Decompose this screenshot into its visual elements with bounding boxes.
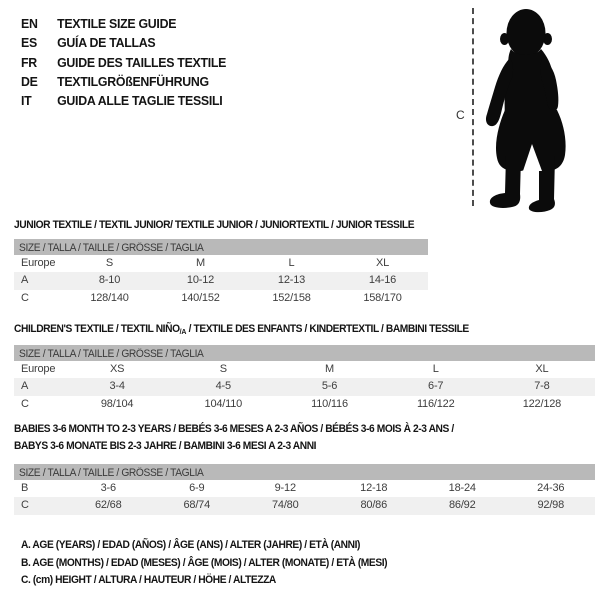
cell-value: 12-18: [360, 482, 388, 494]
cell-value: 62/68: [94, 499, 122, 512]
cell-value: XL: [375, 257, 390, 269]
cell-value: S: [105, 257, 114, 269]
cell-value: 8-10: [98, 274, 121, 287]
language-row: [21, 91, 226, 110]
table-title-text: CHILDREN'S TEXTILE / TEXTIL NIÑO: [14, 323, 180, 335]
cell-value: 9-12: [274, 482, 296, 494]
language-code: DE: [21, 73, 38, 89]
table-title-line: [14, 438, 554, 455]
cell-value: 86/92: [448, 499, 476, 512]
cell-value: 158/170: [363, 291, 402, 304]
size-header-bar: [14, 239, 428, 255]
size-table: [14, 239, 428, 307]
language-row: [21, 53, 226, 72]
cell-value: XL: [535, 363, 549, 375]
language-guide: [21, 14, 237, 110]
baby-silhouette-icon: [480, 0, 600, 215]
cell-value: 152/158: [272, 291, 311, 304]
language-code: ES: [21, 35, 37, 51]
cell-value: 24-36: [537, 482, 565, 494]
table-title: [14, 217, 428, 234]
cell-value: 122/128: [522, 397, 562, 410]
table-title-text: BABIES 3-6 MONTH TO 2-3 YEARS / BEBÉS 3-6 MESES A 2-3 AÑOS / BÉBÉS 3-6 MOIS À 2-3 ANS /: [14, 423, 454, 435]
note: C. (cm) HEIGHT / ALTURA / HAUTEUR / HÖHE / ALTEZZA: [21, 574, 276, 586]
size-header-bar: [14, 345, 595, 361]
cell-value: 14-16: [368, 274, 397, 287]
table-rows: [14, 255, 428, 307]
cell-value: 116/122: [416, 397, 455, 410]
table-title-text: / TEXTILE DES ENFANTS / KINDERTEXTIL / BAMBINI TESSILE: [186, 323, 469, 335]
language-label: TEXTILGRÖßENFÜHRUNG: [57, 73, 209, 89]
cell-value: 12-13: [277, 274, 306, 287]
cell-value: 6-7: [428, 380, 444, 393]
table-title-line: [14, 217, 415, 234]
table-title-text: BABYS 3-6 MONATE BIS 2-3 JAHRE / BAMBINI 3-6 MESI A 2-3 ANNI: [14, 439, 317, 452]
legend-notes: [21, 537, 415, 590]
size-table: [14, 464, 595, 515]
size-header-label: SIZE / TALLA / TAILLE / GRÖSSE / TAGLIA: [19, 242, 204, 254]
language-row: [21, 14, 226, 33]
language-label: GUIDE DES TAILLES TEXTILE: [57, 54, 227, 70]
size-table-junior: [14, 217, 428, 304]
row-label: C: [21, 499, 29, 512]
note: A. AGE (YEARS) / EDAD (AÑOS) / ÂGE (ANS) / ALTER (JAHRE) / ETÀ (ANNI): [21, 539, 361, 551]
size-header-label: SIZE / TALLA / TAILLE / GRÖSSE / TAGLIA: [19, 467, 204, 479]
language-label: GUÍA DE TALLAS: [57, 35, 156, 51]
cell-value: M: [196, 257, 205, 269]
row-label: A: [21, 380, 29, 393]
table-title: [14, 321, 595, 341]
row-label: B: [21, 482, 29, 494]
table-row: [14, 272, 428, 289]
cell-value: M: [325, 363, 334, 375]
cell-value: 3-4: [109, 380, 125, 393]
cell-value: 92/98: [537, 499, 565, 512]
table-title-line: [14, 421, 554, 438]
cell-value: XS: [109, 363, 125, 375]
cell-value: L: [432, 363, 439, 375]
row-label: C: [21, 291, 29, 304]
table-row: [14, 497, 595, 514]
language-label: TEXTILE SIZE GUIDE: [57, 16, 177, 31]
table-rows: [14, 361, 595, 413]
language-label: GUIDA ALLE TAGLIE TESSILI: [57, 93, 223, 109]
language-code: EN: [21, 16, 38, 31]
table-title-text: JUNIOR TEXTILE / TEXTIL JUNIOR/ TEXTILE JUNIOR / JUNIORTEXTIL / JUNIOR TESSILE: [14, 219, 415, 231]
cell-value: 7-8: [534, 380, 550, 393]
cell-value: 3-6: [100, 482, 116, 494]
language-row: [21, 33, 226, 52]
table-title: [14, 421, 595, 454]
cell-value: 110/116: [311, 397, 348, 410]
cell-value: 4-5: [215, 380, 231, 393]
size-header-label: SIZE / TALLA / TAILLE / GRÖSSE / TAGLIA: [19, 348, 204, 360]
cell-value: L: [288, 257, 295, 269]
size-header-bar: [14, 464, 595, 480]
table-title-line: [14, 321, 554, 341]
cell-value: 5-6: [321, 380, 338, 393]
cell-value: 6-9: [189, 482, 205, 494]
table-row: [14, 378, 595, 395]
cell-value: 104/110: [204, 397, 243, 410]
cell-value: 74/80: [271, 499, 299, 512]
size-table-babies: [14, 421, 595, 512]
table-row: [14, 255, 428, 272]
height-measure-label: C: [456, 108, 465, 122]
height-dashed-line: [472, 8, 474, 206]
row-label: Europe: [21, 257, 56, 269]
cell-value: 10-12: [186, 274, 215, 287]
language-code: FR: [21, 54, 37, 70]
language-row: [21, 72, 226, 91]
size-table: [14, 345, 595, 413]
size-table-children: [14, 321, 595, 410]
table-row: [14, 480, 595, 497]
cell-value: 80/86: [360, 499, 388, 512]
cell-value: 140/152: [181, 291, 220, 304]
note: B. AGE (MONTHS) / EDAD (MESES) / ÂGE (MOIS) / ALTER (MONATE) / ETÀ (MESI): [21, 556, 388, 569]
table-title-text: /A: [179, 327, 187, 336]
cell-value: 128/140: [90, 291, 129, 304]
row-label: A: [21, 274, 29, 287]
row-label: Europe: [21, 363, 56, 375]
table-row: [14, 290, 428, 307]
table-rows: [14, 480, 595, 515]
cell-value: 18-24: [448, 482, 476, 494]
table-row: [14, 361, 595, 378]
table-row: [14, 396, 595, 413]
language-code: IT: [21, 93, 32, 109]
cell-value: 68/74: [183, 499, 211, 512]
row-label: C: [21, 397, 29, 410]
cell-value: S: [219, 363, 227, 375]
cell-value: 98/104: [100, 397, 134, 410]
